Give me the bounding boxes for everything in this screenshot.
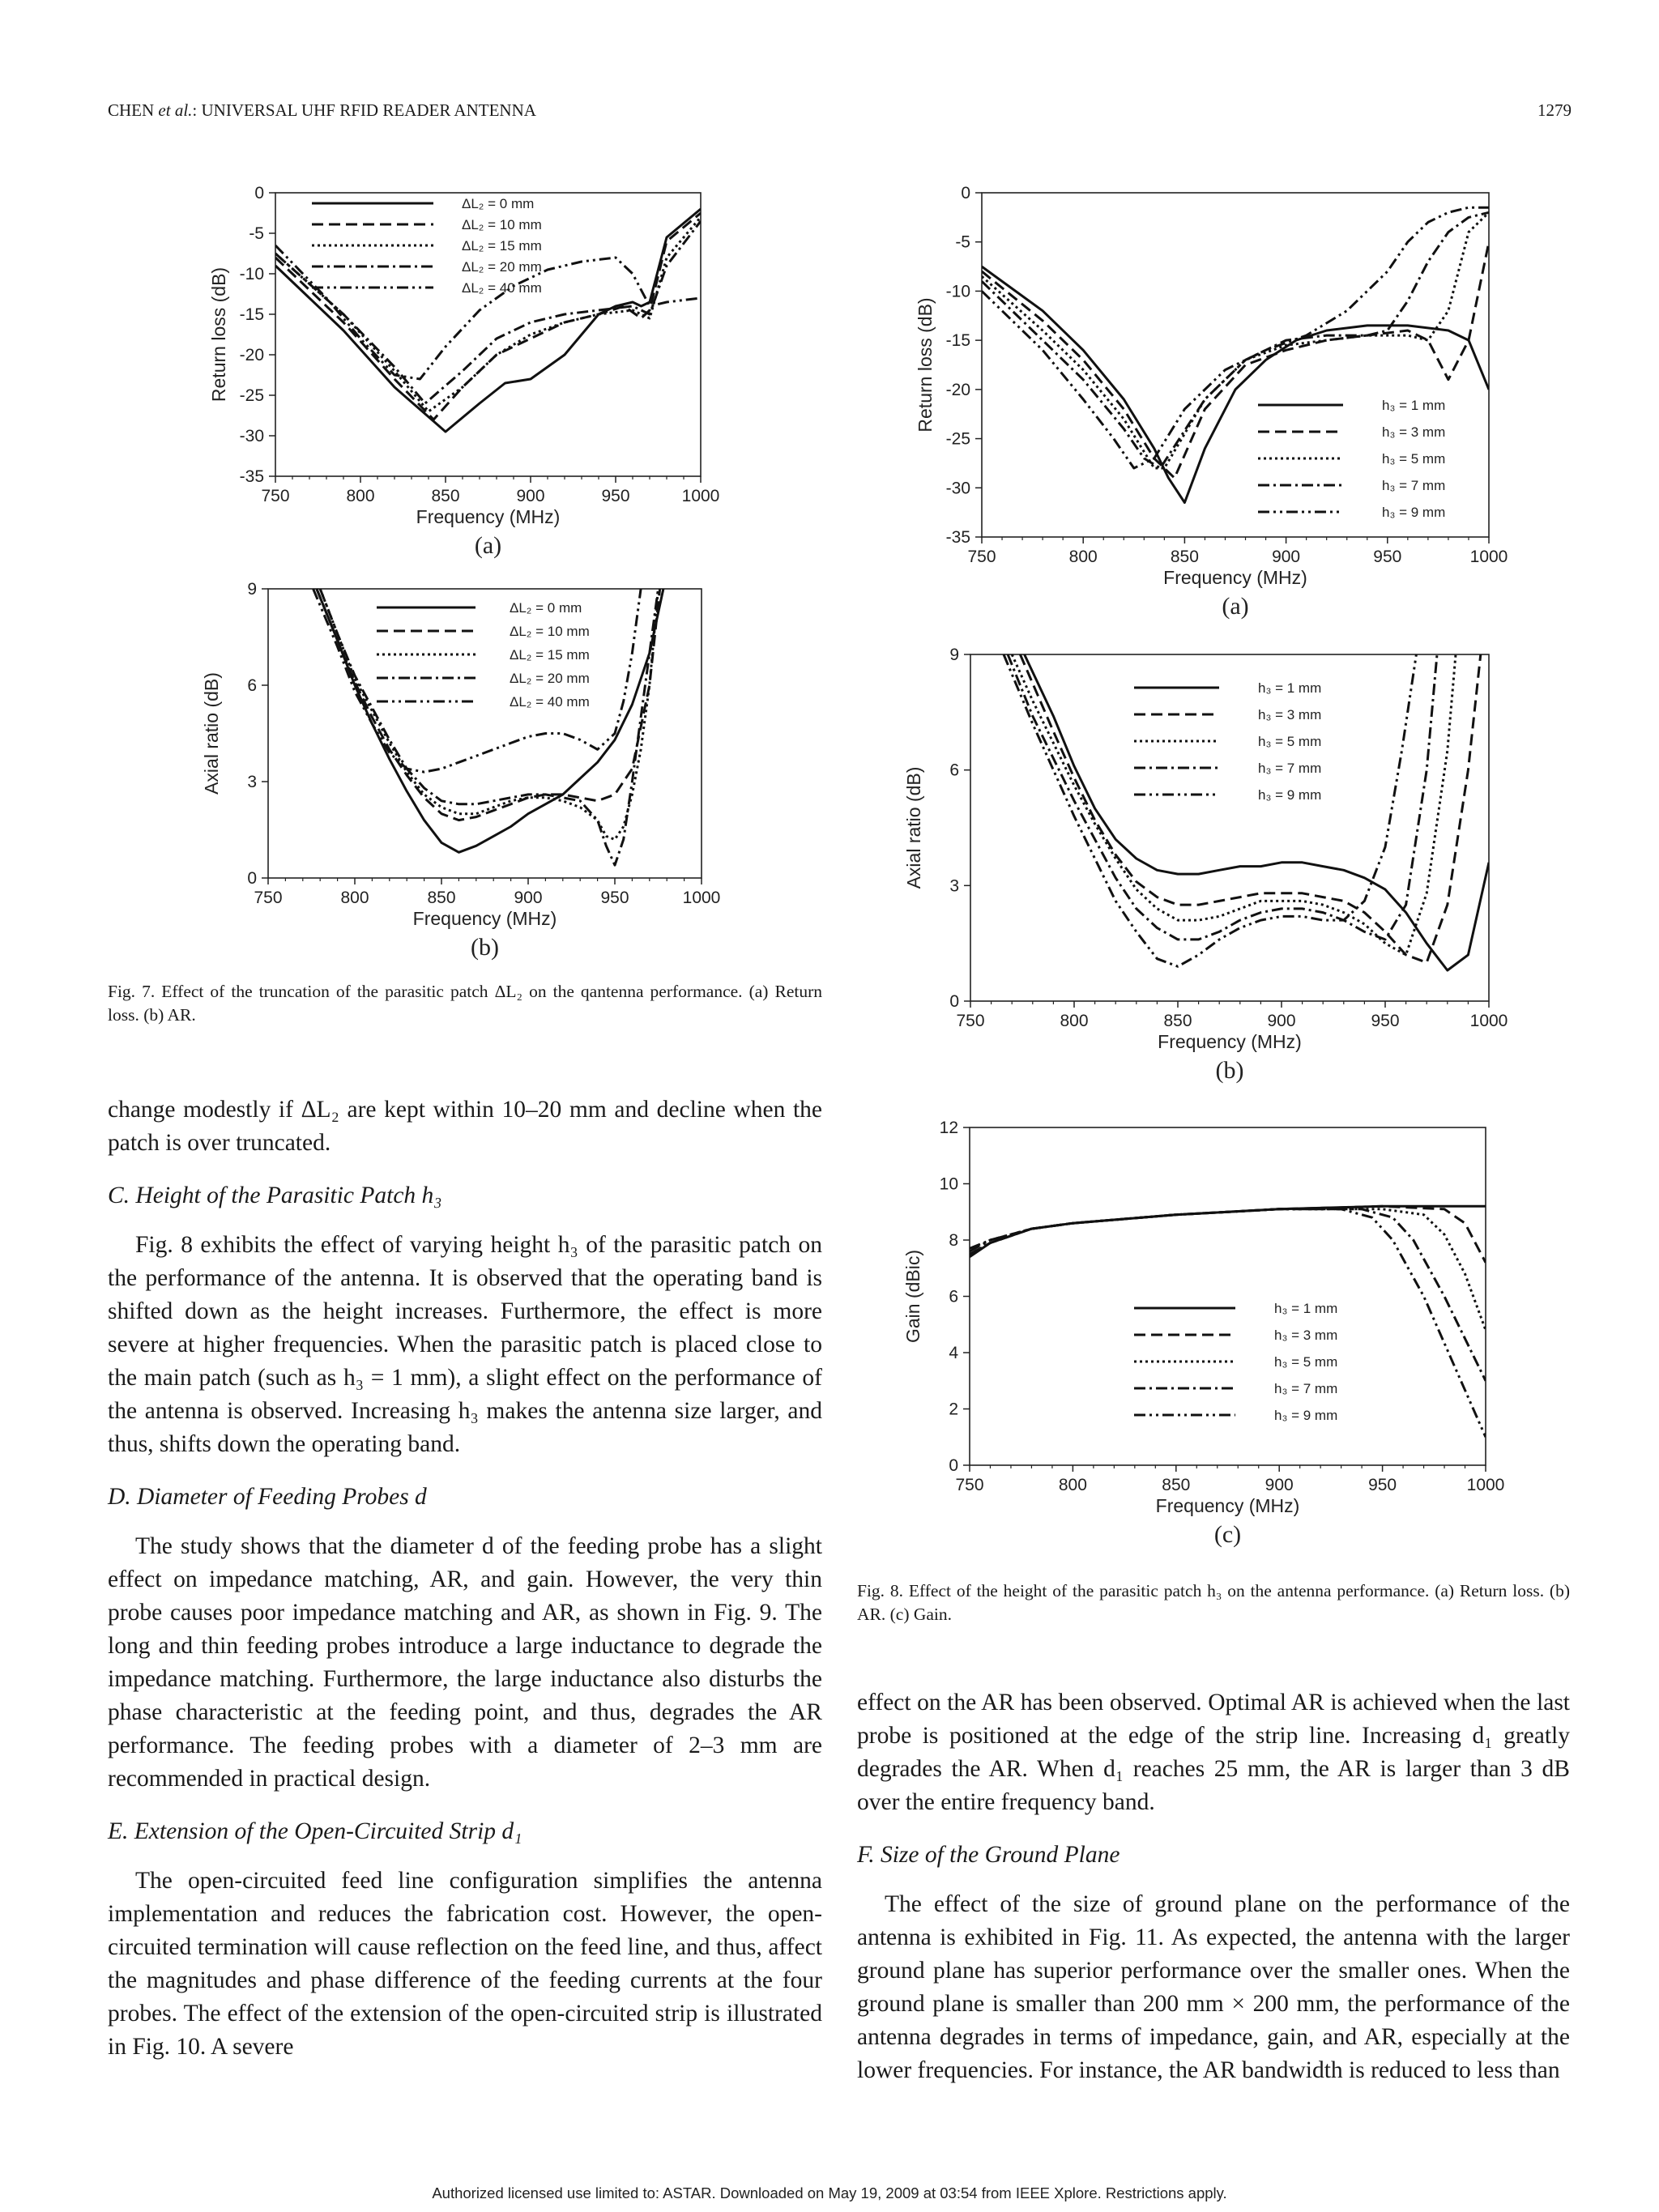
y-tick-label: -15 <box>945 331 970 351</box>
series-group <box>982 207 1489 502</box>
legend-label-1: h₃ = 1 mm <box>1382 398 1446 413</box>
legend-label-2: ΔL₂ = 10 mm <box>462 217 542 232</box>
series-line-5 <box>982 207 1489 468</box>
fig7-caption: Fig. 7. Effect of the truncation of the parasitic patch ΔL₂ on the qantenna performance. (a) Return loss. (b) AR. <box>108 982 822 1025</box>
series-line-4 <box>275 221 701 403</box>
series-line-2 <box>1020 654 1480 962</box>
legend-label-1: h₃ = 1 mm <box>1258 680 1322 696</box>
plot-frame <box>268 589 702 878</box>
x-axis-label: Frequency (MHz) <box>412 908 557 929</box>
plot-frame <box>970 1127 1486 1465</box>
x-tick-label: 800 <box>340 889 369 907</box>
series-line-1 <box>317 589 663 852</box>
y-axis-label: Return loss (dB) <box>915 297 936 433</box>
series-line-2 <box>317 589 660 820</box>
plot-frame <box>970 654 1489 1001</box>
y-tick-label: -15 <box>239 305 264 324</box>
series-line-1 <box>970 1206 1486 1257</box>
series-line-4 <box>970 1209 1486 1381</box>
legend-label-1: ΔL₂ = 0 mm <box>510 600 582 616</box>
download-footer: Authorized licensed use limited to: ASTAR. Downloaded on May 19, 2009 at 03:54 from IEEE Xplore. Restrictions apply. <box>432 2184 1227 2201</box>
x-tick-label: 1000 <box>682 889 721 907</box>
series-line-5 <box>275 245 701 379</box>
subfigure-label: (b) <box>471 934 499 961</box>
y-tick-label: -20 <box>945 380 970 399</box>
body-paragraph: change modestly if ΔL₂ are kept within 10–20 mm and decline when the patch is over truncated. <box>108 1097 822 1156</box>
body-paragraph: Fig. 8 exhibits the effect of varying height h₃ of the parasitic patch on the performance of the antenna. It is observed that the operating band is shifted down as the height increases. Furthermore, the effect is more severe at higher frequencies. When the parasitic patch is placed close to the main patch (such as h₃ = 1 mm), a slight effect on the performance of the antenna is observed. Increasing h₃ makes the antenna size larger, and thus, shifts down the operating band. <box>108 1232 822 1457</box>
subfigure-label: (a) <box>474 532 502 559</box>
y-tick-label: -10 <box>945 282 970 301</box>
x-tick-label: 750 <box>261 487 290 505</box>
y-tick-label: 6 <box>247 676 257 695</box>
y-tick-label: 0 <box>961 184 970 202</box>
legend-label-2: ΔL₂ = 10 mm <box>510 624 590 639</box>
y-axis-label: Gain (dBic) <box>902 1249 923 1344</box>
x-tick-label: 800 <box>346 487 375 505</box>
y-tick-label: -20 <box>239 346 264 364</box>
y-tick-label: 0 <box>254 184 264 202</box>
series-group <box>275 209 701 432</box>
x-tick-label: 950 <box>1368 1476 1397 1494</box>
subfigure-label: (b) <box>1215 1057 1244 1084</box>
y-tick-label: -25 <box>239 386 264 405</box>
y-tick-label: 4 <box>949 1344 958 1362</box>
series-line-3 <box>1012 654 1456 955</box>
x-tick-label: 750 <box>955 1476 984 1494</box>
section-heading: D. Diameter of Feeding Probes d <box>108 1484 427 1510</box>
x-axis-label: Frequency (MHz) <box>1155 1495 1300 1516</box>
y-tick-label: 3 <box>949 876 959 896</box>
subfigure-label: (a) <box>1222 593 1249 620</box>
x-tick-label: 750 <box>254 889 283 907</box>
x-tick-label: 950 <box>1373 548 1402 566</box>
x-tick-label: 800 <box>1060 1012 1089 1030</box>
y-tick-label: 0 <box>247 869 257 888</box>
series-line-5 <box>1004 654 1416 966</box>
x-tick-label: 1000 <box>1466 1476 1505 1494</box>
series-line-5 <box>970 1209 1486 1438</box>
x-tick-label: 850 <box>1163 1012 1192 1030</box>
y-tick-label: 2 <box>949 1400 958 1419</box>
legend-label-5: h₃ = 9 mm <box>1382 505 1446 520</box>
x-tick-label: 850 <box>1162 1476 1191 1494</box>
legend-label-3: ΔL₂ = 15 mm <box>510 647 590 663</box>
y-tick-label: -30 <box>239 427 264 445</box>
series-line-5 <box>313 589 641 772</box>
y-tick-label: 12 <box>939 1119 958 1137</box>
y-tick-label: -5 <box>955 232 970 252</box>
subfigure-label: (c) <box>1213 1521 1242 1548</box>
series-line-1 <box>982 266 1489 502</box>
x-tick-label: 1000 <box>1469 548 1508 566</box>
legend-label-2: h₃ = 3 mm <box>1258 707 1322 722</box>
y-tick-label: 0 <box>949 1456 958 1475</box>
x-tick-label: 900 <box>1265 1476 1294 1494</box>
x-tick-label: 950 <box>601 487 630 505</box>
series-group <box>970 1206 1486 1437</box>
legend-label-3: ΔL₂ = 15 mm <box>462 238 542 254</box>
x-tick-label: 1000 <box>1469 1012 1508 1030</box>
y-axis-label: Axial ratio (dB) <box>903 766 924 889</box>
series-line-4 <box>320 589 658 865</box>
y-tick-label: 9 <box>949 646 959 664</box>
x-tick-label: 800 <box>1058 1476 1087 1494</box>
y-tick-label: -35 <box>239 467 264 486</box>
plot-frame <box>982 193 1489 537</box>
legend-label-5: h₃ = 9 mm <box>1274 1408 1338 1423</box>
x-tick-label: 950 <box>600 889 629 907</box>
series-line-3 <box>275 217 701 411</box>
y-tick-label: 10 <box>939 1174 958 1194</box>
y-tick-label: -10 <box>239 265 264 283</box>
legend-label-2: h₃ = 3 mm <box>1382 424 1446 440</box>
x-tick-label: 950 <box>1371 1012 1400 1030</box>
legend-label-4: ΔL₂ = 20 mm <box>510 671 590 686</box>
y-tick-label: 8 <box>949 1231 958 1250</box>
y-tick-label: -35 <box>945 528 970 547</box>
y-tick-label: 6 <box>949 761 959 780</box>
series-line-3 <box>320 589 658 839</box>
x-tick-label: 900 <box>514 889 543 907</box>
series-group <box>313 589 663 865</box>
x-axis-label: Frequency (MHz) <box>1163 567 1307 588</box>
series-line-3 <box>982 212 1489 468</box>
running-header: CHEN et al.: UNIVERSAL UHF RFID READER ANTENNA <box>108 100 536 120</box>
x-tick-label: 750 <box>956 1012 985 1030</box>
x-axis-label: Frequency (MHz) <box>416 506 561 527</box>
page-number: 1279 <box>1537 100 1572 120</box>
x-tick-label: 900 <box>516 487 545 505</box>
x-tick-label: 850 <box>1170 548 1199 566</box>
x-tick-label: 750 <box>967 548 996 566</box>
section-heading: F. Size of the Ground Plane <box>857 1842 1120 1868</box>
section-heading: C. Height of the Parasitic Patch h₃ <box>108 1183 442 1208</box>
plot-frame <box>275 193 701 476</box>
y-tick-label: 3 <box>247 773 257 791</box>
series-line-2 <box>275 213 701 420</box>
legend-label-3: h₃ = 5 mm <box>1258 734 1322 749</box>
x-tick-label: 1000 <box>681 487 720 505</box>
legend-label-4: ΔL₂ = 20 mm <box>462 259 542 275</box>
y-tick-label: -5 <box>249 224 264 243</box>
left-column <box>108 1093 822 2064</box>
body-paragraph: The open-circuited feed line configuration simplifies the antenna implementation and reduces the fabrication cost. However, the open-circuited termination will cause reflection on the feed line, and thus, affect the magnitudes and phase difference of the feeding currents at the four probes. The effect of the extension of the open-circuited strip is illustrated in Fig. 10. A severe <box>108 1868 822 2060</box>
x-tick-label: 850 <box>427 889 456 907</box>
y-tick-label: -25 <box>945 429 970 449</box>
legend-label-3: h₃ = 5 mm <box>1382 451 1446 467</box>
legend-label-4: h₃ = 7 mm <box>1258 761 1322 776</box>
legend-label-5: ΔL₂ = 40 mm <box>462 280 542 296</box>
x-tick-label: 900 <box>1267 1012 1296 1030</box>
body-paragraph: The study shows that the diameter d of the feeding probe has a slight effect on impedance matching, AR, and gain. However, the very thin probe causes poor impedance matching and AR, as shown in Fig. 9. The long and thin feeding probes introduce a large inductance to degrade the impedance matching. Furthermore, the large inductance also disturbs the phase characteristic at the feeding point, and thus, degrades the AR performance. The feeding probes with a diameter of 2–3 mm are recommended in practical design. <box>108 1533 822 1792</box>
y-axis-label: Return loss (dB) <box>208 266 229 403</box>
series-line-2 <box>982 242 1489 478</box>
series-line-4 <box>1008 654 1437 940</box>
legend-label-2: h₃ = 3 mm <box>1274 1328 1338 1343</box>
fig8-caption: Fig. 8. Effect of the height of the parasitic patch h₃ on the antenna performance. (a) Return loss. (b) AR. (c) Gain. <box>857 1581 1570 1624</box>
x-tick-label: 800 <box>1068 548 1098 566</box>
x-axis-label: Frequency (MHz) <box>1158 1031 1302 1052</box>
x-tick-label: 850 <box>431 487 460 505</box>
legend-label-4: h₃ = 7 mm <box>1382 478 1446 493</box>
legend-label-4: h₃ = 7 mm <box>1274 1381 1338 1396</box>
legend-label-5: h₃ = 9 mm <box>1258 787 1322 803</box>
series-line-4 <box>982 212 1489 468</box>
series-line-1 <box>275 209 701 432</box>
y-axis-label: Axial ratio (dB) <box>201 672 222 795</box>
legend-label-1: ΔL₂ = 0 mm <box>462 196 535 211</box>
legend-label-1: h₃ = 1 mm <box>1274 1301 1338 1316</box>
series-group <box>1004 654 1489 970</box>
y-tick-label: 0 <box>949 992 959 1011</box>
series-line-3 <box>970 1209 1486 1330</box>
legend-label-3: h₃ = 5 mm <box>1274 1354 1338 1370</box>
y-tick-label: 6 <box>949 1287 958 1306</box>
series-line-1 <box>1025 654 1489 970</box>
x-tick-label: 900 <box>1272 548 1301 566</box>
right-column <box>857 1686 1570 2087</box>
body-paragraph: effect on the AR has been observed. Optimal AR is achieved when the last probe is positioned at the edge of the strip line. Increasing d₁ greatly degrades the AR. When d₁ reaches 25 mm, the AR is larger than 3 dB over the entire frequency band. <box>857 1690 1570 1815</box>
series-line-2 <box>970 1206 1486 1263</box>
section-heading: E. Extension of the Open-Circuited Strip d₁ <box>108 1818 522 1844</box>
y-tick-label: -30 <box>945 479 970 498</box>
y-tick-label: 9 <box>247 580 257 599</box>
legend-label-5: ΔL₂ = 40 mm <box>510 694 590 710</box>
body-paragraph: The effect of the size of ground plane on the performance of the antenna is exhibited in Fig. 11. As expected, the antenna with the larger ground plane has superior performance over the smaller ones. When the ground plane is smaller than 200 mm × 200 mm, the performance of the antenna degrades in terms of impedance, gain, and AR, especially at the lower frequencies. For instance, the AR bandwidth is reduced to less than <box>857 1891 1570 2083</box>
